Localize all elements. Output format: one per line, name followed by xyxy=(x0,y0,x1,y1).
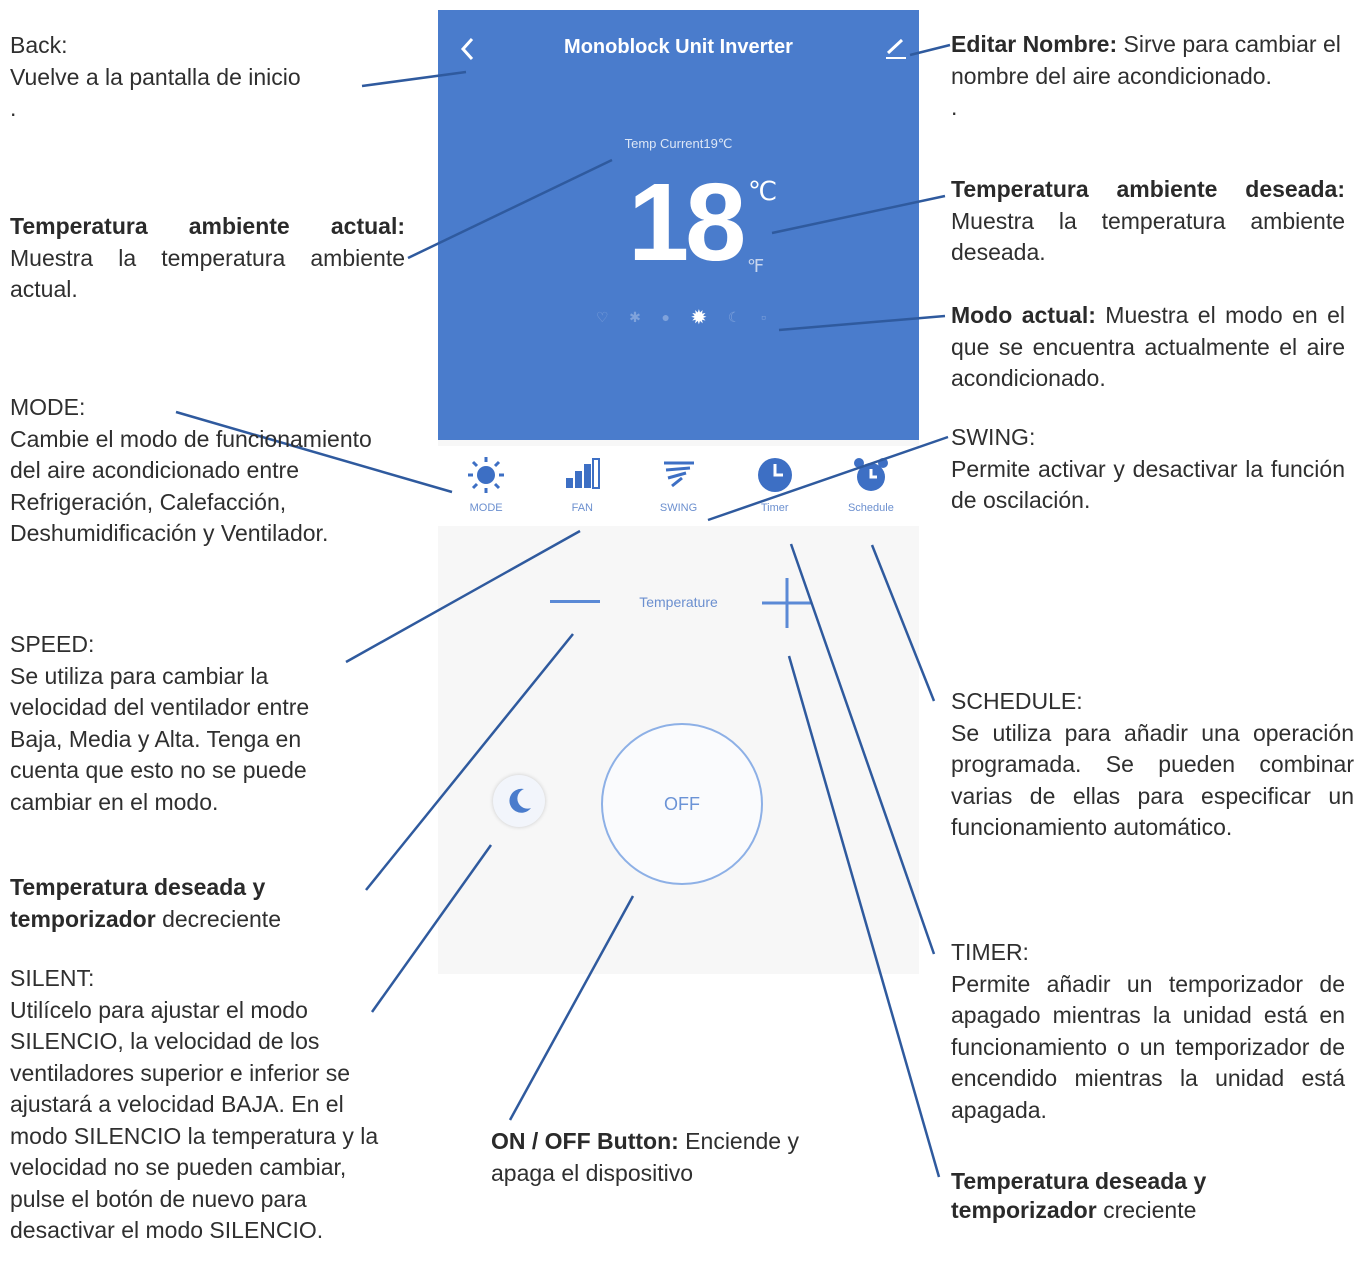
tab-timer-label: Timer xyxy=(760,502,789,514)
night-mode-icon: ☾ xyxy=(727,308,741,325)
tab-schedule[interactable] xyxy=(823,446,919,526)
set-temperature: 18 xyxy=(628,161,743,284)
tab-schedule-label: Schedule xyxy=(847,502,894,514)
annotation-decreciente xyxy=(10,872,370,935)
tab-mode-label: MODE xyxy=(469,502,503,514)
annotation-back-dot: . xyxy=(10,95,17,121)
auto-mode-icon: ▫ xyxy=(760,309,766,325)
annotation-creciente-text: creciente xyxy=(1096,1197,1197,1223)
power-button[interactable] xyxy=(601,723,763,885)
tab-fan[interactable] xyxy=(534,446,630,526)
annotation-mode-title: MODE: xyxy=(10,394,86,420)
signal-bars-icon xyxy=(563,456,601,494)
current-mode-indicator xyxy=(596,305,766,329)
annotation-timer-text: Permite añadir un temporizador de apagado mientras la unidad está en funcionamiento o un temporizador de encendido mientras la unidad está apagada. xyxy=(951,970,1345,1123)
moon-icon xyxy=(504,786,534,816)
annotation-speed xyxy=(10,629,360,818)
heart-mode-icon: ♡ xyxy=(596,308,609,325)
annotation-temp-deseada xyxy=(951,174,1345,269)
annotation-onoff-text: Enciende y apaga el dispositivo xyxy=(491,1128,799,1186)
celsius-unit: ℃ xyxy=(748,176,778,206)
heat-mode-icon: ✹ xyxy=(690,306,708,329)
temperature-label: Temperature xyxy=(639,594,718,610)
annotation-swing-text: Permite activar y desactivar la función de oscilación. xyxy=(951,455,1345,513)
annotation-silent xyxy=(10,963,402,1247)
annotation-swing xyxy=(951,422,1345,517)
annotation-decreciente-title2: temporizador xyxy=(10,905,156,932)
sun-icon xyxy=(467,456,505,494)
annotation-timer xyxy=(951,937,1345,1126)
annotation-temp-actual-title: Temperatura ambiente actual: xyxy=(10,213,405,239)
annotation-back-title: Back: xyxy=(10,32,68,58)
annotation-swing-title: SWING: xyxy=(951,424,1036,450)
temperature-increase-button[interactable] xyxy=(762,578,812,628)
annotation-decreciente-text: decreciente xyxy=(155,905,281,932)
annotation-timer-title: TIMER: xyxy=(951,939,1029,965)
tab-mode[interactable] xyxy=(438,446,534,526)
status-panel xyxy=(438,10,919,440)
annotation-back-text: Vuelve a la pantalla de inicio xyxy=(10,63,301,90)
annotation-onoff xyxy=(491,1126,836,1189)
silent-mode-button[interactable] xyxy=(493,775,545,827)
fahrenheit-unit: ℉ xyxy=(747,256,765,276)
annotation-schedule xyxy=(951,686,1354,844)
annotation-mode xyxy=(10,392,402,550)
annotation-edit xyxy=(951,29,1351,124)
edit-pencil-icon[interactable] xyxy=(883,35,909,61)
current-temperature: Temp Current19℃ xyxy=(624,136,733,151)
dry-mode-icon: ● xyxy=(661,309,670,325)
annotation-edit-dot: . xyxy=(951,94,958,120)
annotation-speed-title: SPEED: xyxy=(10,631,95,657)
annotation-silent-text: Utilícelo para ajustar el modo SILENCIO, la velocidad de los ventiladores superior e inferior se ajustará a velocidad BAJA. En el modo SILENCIO la temperatura y la velocidad no se pueden cambiar, pulse el botón de nuevo para desactivar el modo SILENCIO. xyxy=(10,996,379,1243)
annotation-modo-actual-text: Muestra el modo en el que se encuentra actualmente el aire acondicionado. xyxy=(951,302,1345,391)
annotation-edit-text: Sirve para cambiar el nombre del aire acondicionado. xyxy=(951,31,1341,89)
annotation-back xyxy=(10,30,350,125)
annotation-onoff-title: ON / OFF Button: xyxy=(491,1128,679,1154)
annotation-speed-text: Se utiliza para cambiar la velocidad del ventilador entre Baja, Media y Alta. Tenga en cuenta que esto no se puede cambiar en el modo. xyxy=(10,662,310,815)
phone-screen xyxy=(438,10,919,974)
tab-timer[interactable] xyxy=(727,446,823,526)
annotation-creciente-title2: temporizador xyxy=(951,1197,1097,1223)
annotation-mode-text: Cambie el modo de funcionamiento del aire acondicionado entre Refrigeración, Calefacción, Deshumidificación y Ventilador. xyxy=(10,425,372,546)
annotation-temp-actual-text: Muestra la temperatura ambiente actual. xyxy=(10,244,405,302)
annotation-temp-deseada-title: Temperatura ambiente deseada: xyxy=(951,176,1345,202)
annotation-schedule-text: Se utiliza para añadir una operación programada. Se pueden combinar varias de ellas para especificar un funcionamiento automático. xyxy=(951,719,1354,840)
app-title: Monoblock Unit Inverter xyxy=(564,36,793,58)
alarm-clock-icon xyxy=(852,456,890,494)
tab-fan-label: FAN xyxy=(571,502,593,514)
control-tabbar xyxy=(438,446,919,526)
annotation-temp-deseada-text: Muestra la temperatura ambiente deseada. xyxy=(951,207,1345,265)
swing-icon xyxy=(660,456,698,494)
fan-mode-icon: ✱ xyxy=(629,308,641,325)
clock-icon xyxy=(756,456,794,494)
annotation-edit-title: Editar Nombre: xyxy=(951,31,1118,57)
tab-swing-label: SWING xyxy=(659,502,698,514)
annotation-modo-actual-title: Modo actual: xyxy=(951,302,1096,328)
annotation-modo-actual xyxy=(951,300,1345,395)
tab-swing[interactable] xyxy=(630,446,726,526)
annotation-decreciente-title1: Temperatura deseada y xyxy=(10,874,266,900)
annotation-schedule-title: SCHEDULE: xyxy=(951,688,1083,714)
annotation-silent-title: SILENT: xyxy=(10,965,95,991)
annotation-creciente xyxy=(951,1167,1331,1225)
annotation-temp-actual xyxy=(10,211,405,306)
annotation-creciente-title1: Temperatura deseada y xyxy=(951,1168,1207,1194)
power-button-label: OFF xyxy=(664,793,700,814)
